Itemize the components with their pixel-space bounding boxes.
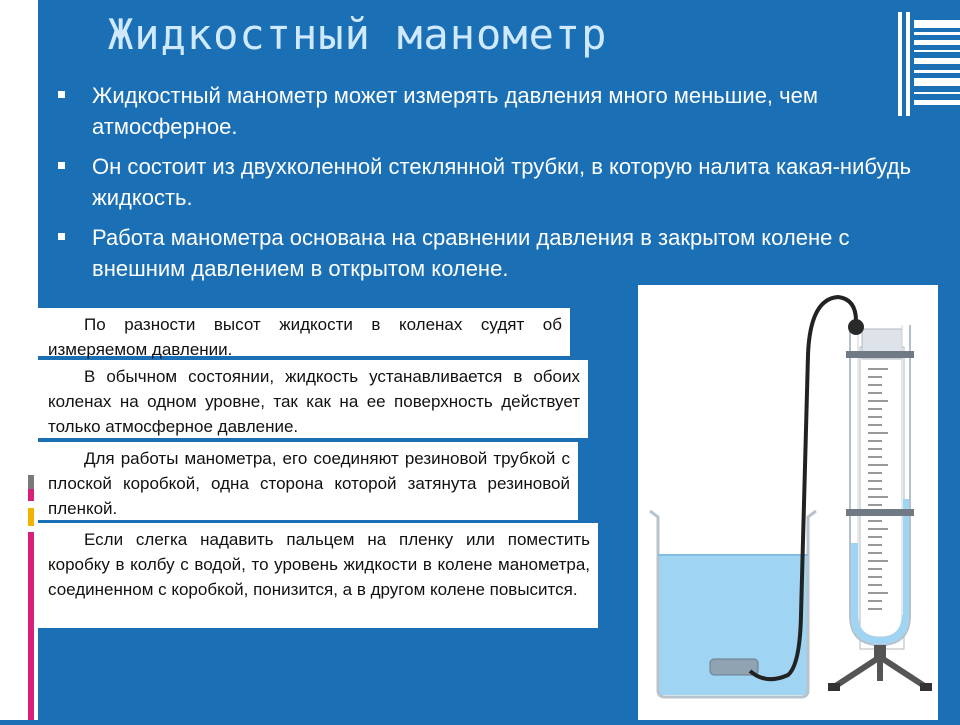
- accent-bar-gray: [28, 475, 34, 489]
- text-panel-pressing-film: Если слегка надавить пальцем на пленку или поместить коробку в колбу с водой, то уровень жидкости в колене манометра, соединенном с коробкой, понизится, а в другом колене повысится.: [38, 523, 598, 628]
- bullet-text: Жидкостный манометр может измерять давления много меньшие, чем атмосферное.: [92, 83, 818, 139]
- accent-bar-yellow: [28, 508, 34, 526]
- stand-foot-left: [828, 683, 840, 691]
- accent-bar-pink-long: [28, 532, 34, 720]
- manometer-drawing: [638, 285, 938, 720]
- stand-foot-right: [920, 683, 932, 691]
- stand-legs: [834, 657, 926, 687]
- accent-bar-pink: [28, 489, 34, 501]
- tube-connector-knob: [848, 319, 864, 335]
- manometer-illustration: [638, 285, 938, 720]
- slide-title: Жидкостный манометр: [108, 10, 608, 59]
- bullet-marker: [58, 162, 65, 169]
- middle-clamp: [846, 509, 914, 516]
- text-panel-connection: Для работы манометра, его соединяют резиновой трубкой с плоской коробкой, одна сторона которой затянута резиновой пленкой.: [38, 442, 578, 520]
- scale-board: [860, 347, 904, 649]
- left-knee-liquid: [851, 543, 858, 615]
- text-panel-pressure-difference: По разности высот жидкости в коленах судят об измеряемом давлении.: [38, 308, 570, 356]
- bullet-item: [58, 80, 938, 142]
- bullet-marker: [58, 233, 65, 240]
- bullet-item: [58, 151, 938, 213]
- right-knee-liquid: [903, 499, 909, 615]
- bullet-list: [58, 80, 938, 293]
- top-clamp: [846, 351, 914, 358]
- left-decor-strip: [0, 0, 38, 720]
- bullet-text: Работа манометра основана на сравнении давления в закрытом колене с внешним давлением в открытом колене.: [92, 225, 850, 281]
- bullet-text: Он состоит из двухколенной стеклянной трубки, в которую налита какая-нибудь жидкость.: [92, 154, 912, 210]
- bullet-item: [58, 222, 938, 284]
- bullet-marker: [58, 91, 65, 98]
- text-panel-normal-state: В обычном состоянии, жидкость устанавливается в обоих коленах на одном уровне, так как на ее поверхность действует только атмосферное давление.: [38, 360, 588, 438]
